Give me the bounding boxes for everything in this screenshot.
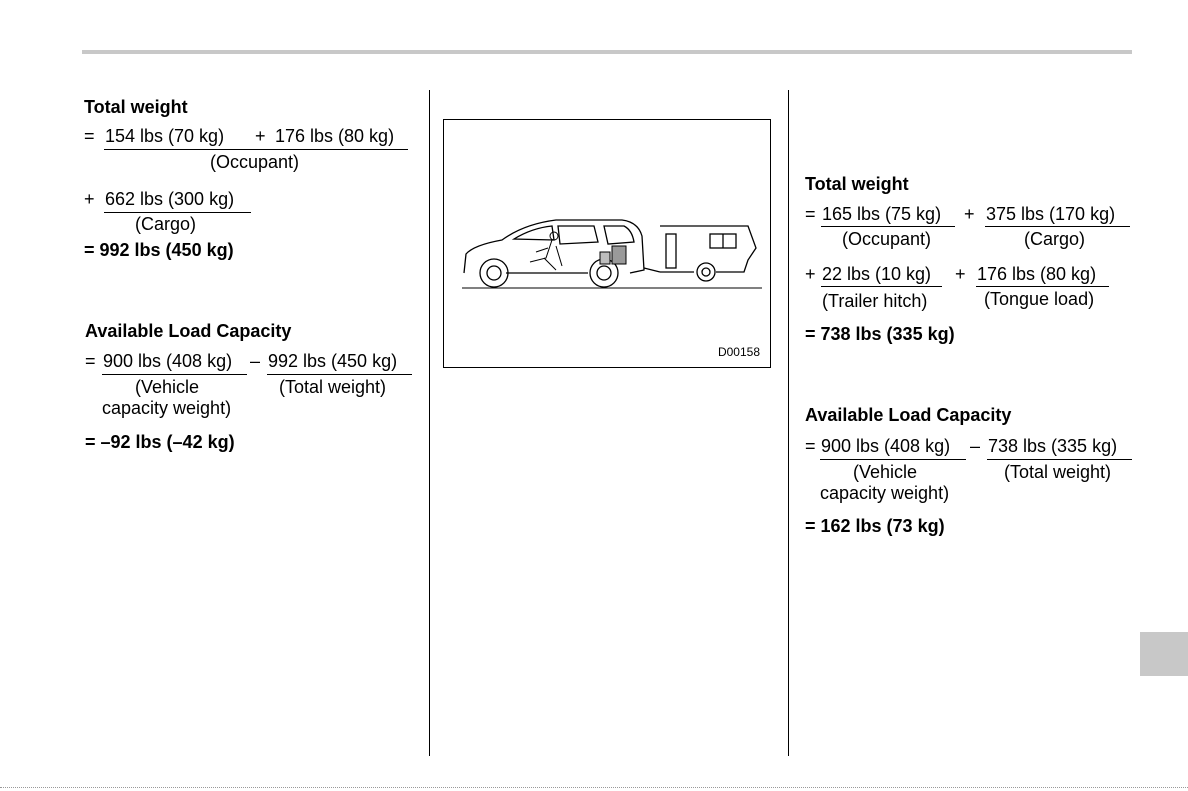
right-hitch-value: 22 lbs (10 kg): [822, 264, 932, 284]
right-occupant-caption: (Occupant): [842, 229, 932, 249]
right-cargo-caption: (Cargo): [1024, 229, 1086, 249]
right-avail-capacity: 900 lbs (408 kg): [821, 436, 951, 456]
left-avail-minus: –: [250, 351, 261, 371]
right-avail-caption-a2: capacity weight): [820, 483, 950, 503]
right-tongue-caption: (Tongue load): [984, 289, 1095, 309]
left-total-weight-heading: Total weight: [84, 97, 188, 117]
right-available-heading: Available Load Capacity: [805, 405, 1012, 425]
right-avail-caption-b: (Total weight): [1004, 462, 1112, 482]
right-occupant-value: 165 lbs (75 kg): [822, 204, 942, 224]
left-cargo-caption: (Cargo): [135, 214, 197, 234]
left-avail-eq: =: [85, 351, 96, 371]
left-avail-capacity: 900 lbs (408 kg): [103, 351, 233, 371]
right-avail-eq: =: [805, 436, 816, 456]
right-hitch-underline: [821, 286, 942, 287]
left-total-weight-result: = 992 lbs (450 kg): [84, 240, 234, 260]
right-total-weight-result: = 738 lbs (335 kg): [805, 324, 955, 344]
left-avail-caption-a2: capacity weight): [102, 398, 232, 418]
trailer-icon: [660, 226, 756, 281]
column-divider-1: [429, 90, 430, 756]
right-tongue-value: 176 lbs (80 kg): [977, 264, 1097, 284]
driver-icon: [530, 232, 562, 270]
right-occupant-underline: [821, 226, 955, 227]
left-plus-sign: +: [255, 126, 266, 146]
right-total-weight-heading: Total weight: [805, 174, 909, 194]
left-cargo-underline: [104, 212, 251, 213]
left-occupant-underline: [104, 149, 408, 150]
right-avail-underline-a: [820, 459, 966, 460]
right-avail-underline-b: [987, 459, 1132, 460]
left-avail-underline-a: [102, 374, 247, 375]
cargo-box-icon: [600, 246, 626, 264]
left-occupant-a: 154 lbs (70 kg): [105, 126, 225, 146]
left-plus-sign-2: +: [84, 189, 95, 209]
right-cargo-value: 375 lbs (170 kg): [986, 204, 1116, 224]
column-divider-2: [788, 90, 789, 756]
left-eq-sign: =: [84, 126, 95, 146]
left-occupant-b: 176 lbs (80 kg): [275, 126, 395, 146]
left-avail-underline-b: [267, 374, 412, 375]
left-cargo-value: 662 lbs (300 kg): [105, 189, 235, 209]
right-avail-caption-a1: (Vehicle: [853, 462, 918, 482]
left-avail-caption-a1: (Vehicle: [135, 377, 200, 397]
right-cargo-underline: [985, 226, 1130, 227]
right-available-result: = 162 lbs (73 kg): [805, 516, 945, 536]
right-eq-sign: =: [805, 204, 816, 224]
right-hitch-caption: (Trailer hitch): [822, 291, 928, 311]
section-side-tab: [1140, 632, 1188, 676]
left-avail-caption-b: (Total weight): [279, 377, 387, 397]
right-plus-sign-2: +: [805, 264, 816, 284]
figure-code: D00158: [717, 345, 760, 359]
right-tongue-underline: [976, 286, 1109, 287]
towing-illustration: [444, 120, 770, 367]
tow-hitch-line: [644, 268, 660, 272]
right-avail-total: 738 lbs (335 kg): [988, 436, 1118, 456]
left-available-heading: Available Load Capacity: [85, 321, 292, 341]
towing-figure: [443, 119, 771, 368]
top-rule: [82, 50, 1132, 54]
right-plus-sign-3: +: [955, 264, 966, 284]
right-avail-minus: –: [970, 436, 981, 456]
left-available-result: = –92 lbs (–42 kg): [85, 432, 235, 452]
left-avail-total: 992 lbs (450 kg): [268, 351, 398, 371]
bottom-edge: [0, 787, 1188, 788]
right-plus-sign: +: [964, 204, 975, 224]
left-occupant-caption: (Occupant): [210, 152, 300, 172]
